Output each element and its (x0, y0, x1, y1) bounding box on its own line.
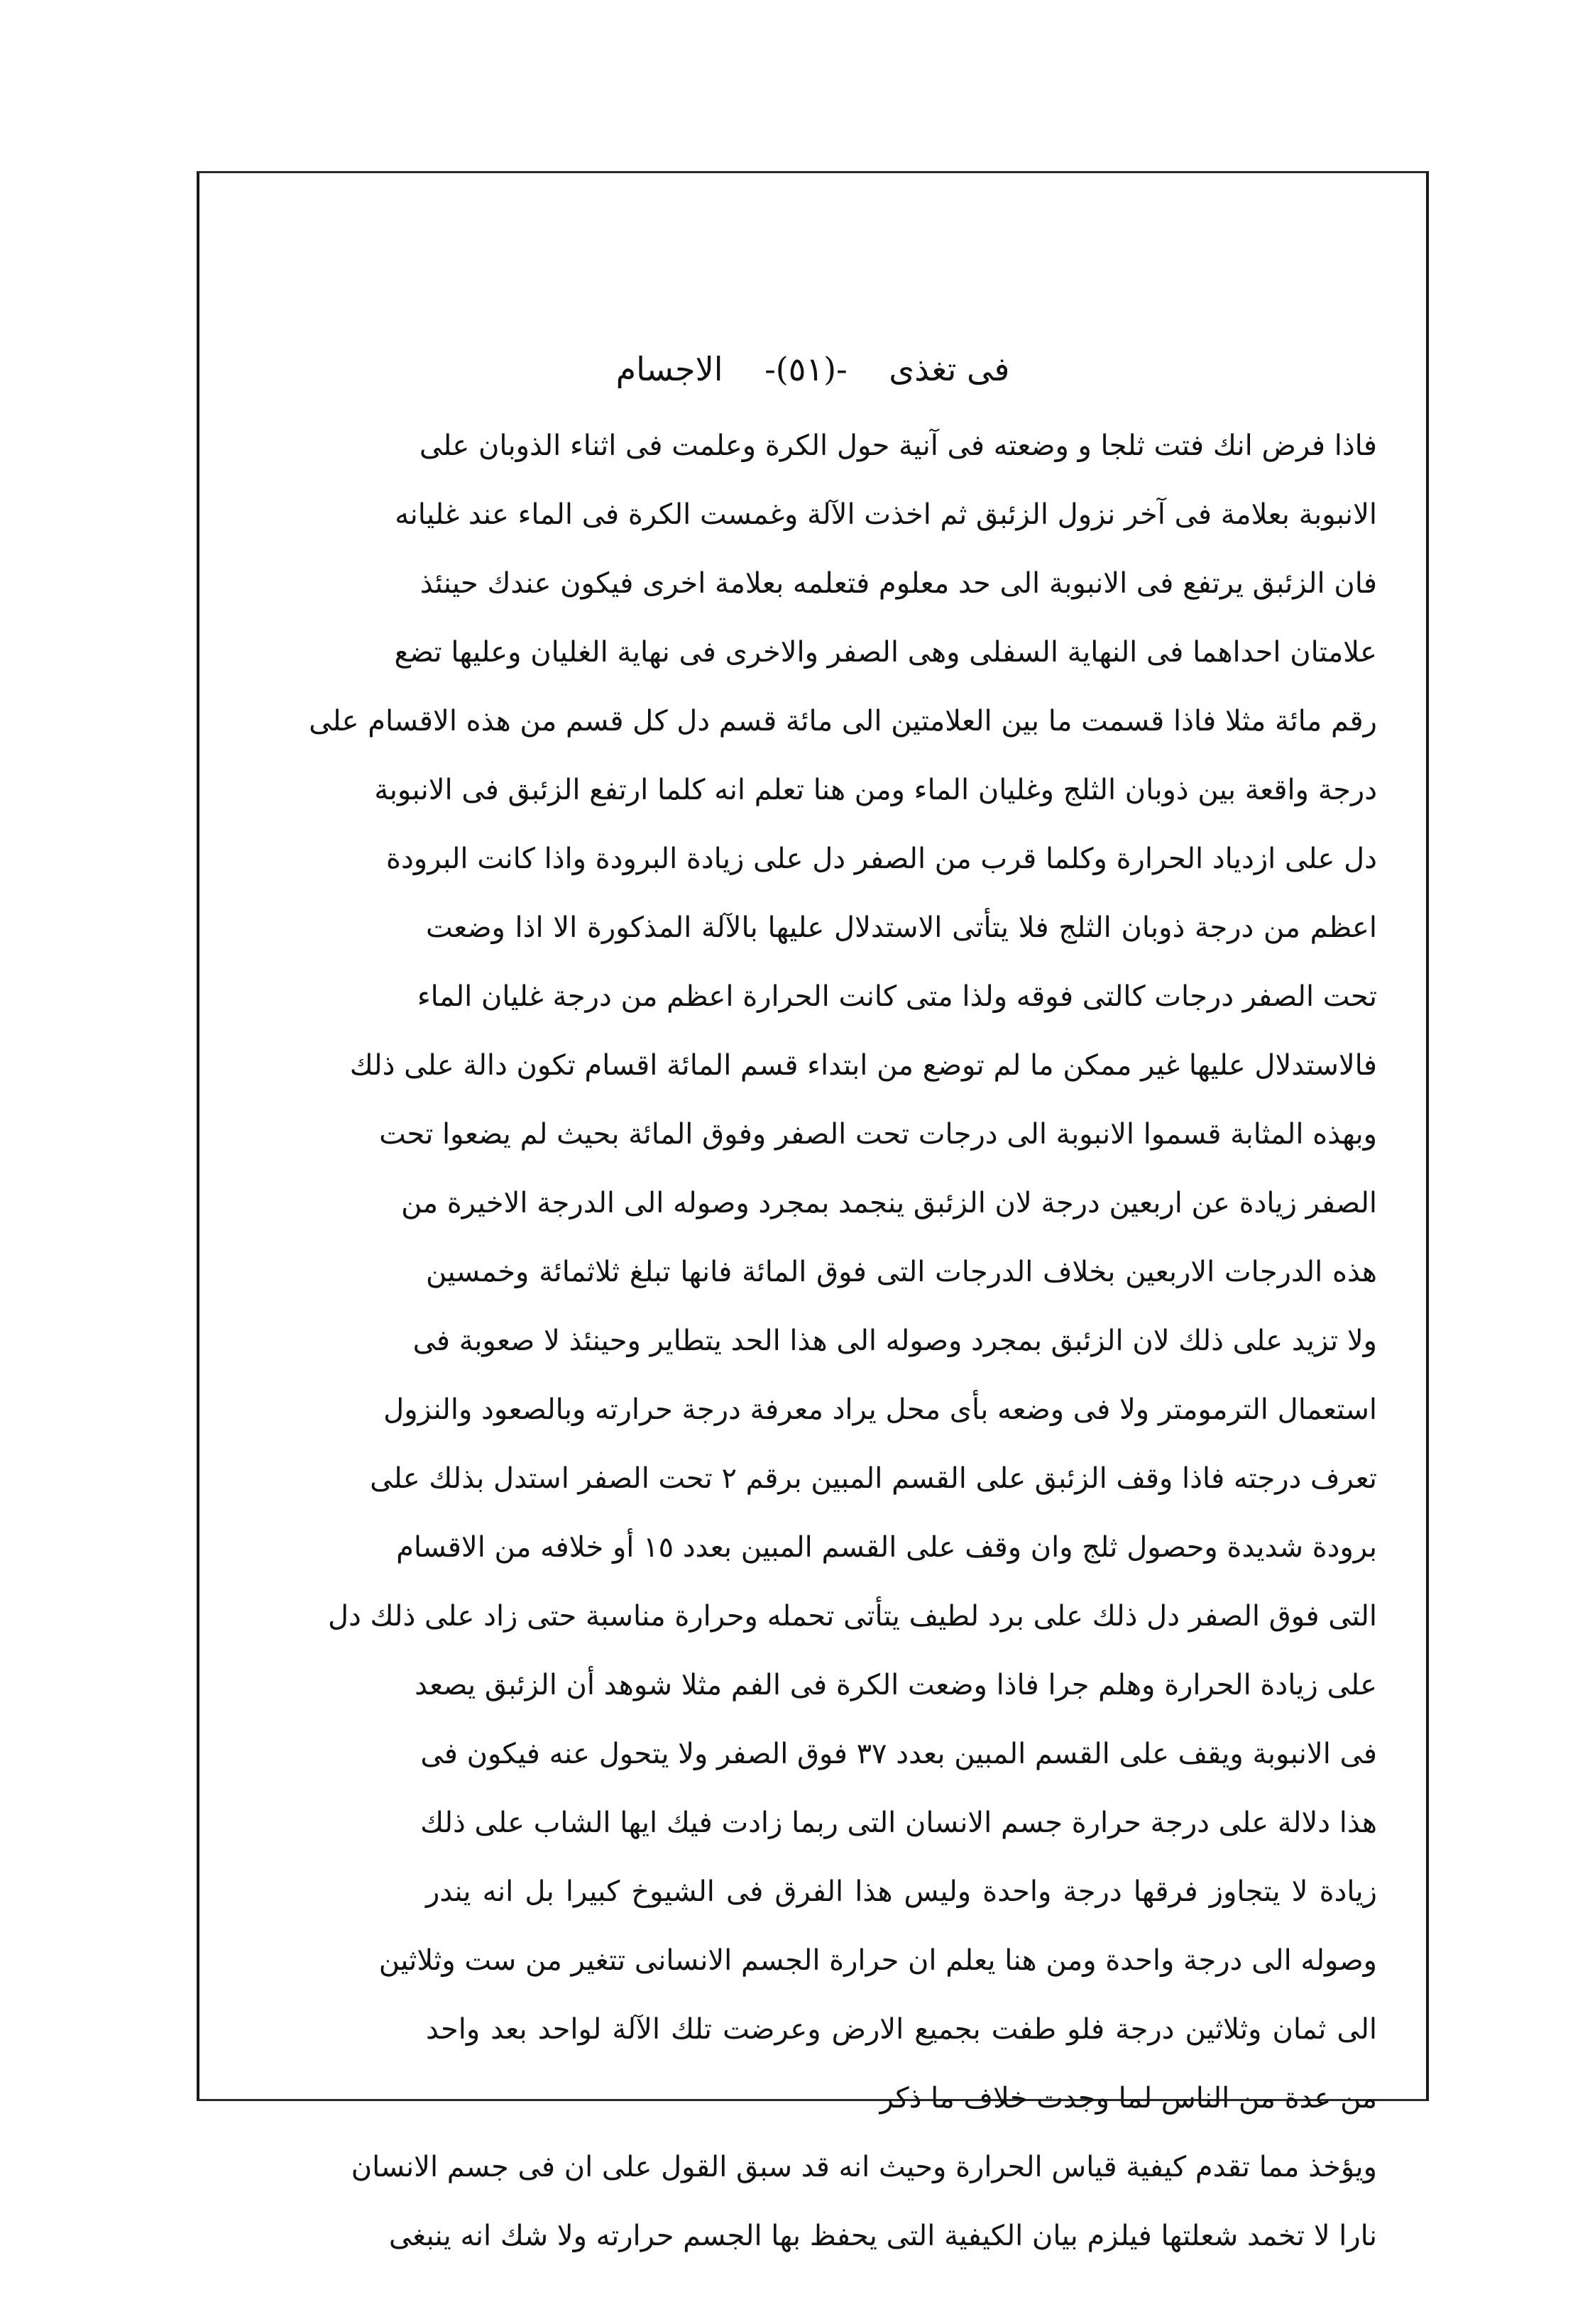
text-line: زيادة لا يتجاوز فرقها درجة واحدة وليس هذا الفرق فى الشيوخ كبيرا بل انه يندر (426, 1875, 1377, 1908)
running-header (197, 337, 1429, 401)
text-line: الى ثمان وثلاثين درجة فلو طفت بجميع الارض وعرضت تلك الآلة لواحد بعد واحد (426, 2013, 1377, 2046)
text-line: من عدة من الناس لما وجدت خلاف ما ذكر (879, 2082, 1377, 2115)
text-line: دل على ازدياد الحرارة وكلما قرب من الصفر دل على زيادة البرودة واذا كانت البرودة (386, 843, 1377, 875)
text-line: على زيادة الحرارة وهلم جرا فاذا وضعت الكرة فى الفم مثلا شوهد أن الزئبق يصعد (415, 1669, 1377, 1701)
text-line: فان الزئبق يرتفع فى الانبوبة الى حد معلوم فتعلمه بعلامة اخرى فيكون عندك حينئذ (420, 567, 1377, 600)
header-right-text: فى تغذى (889, 350, 1010, 388)
text-line: درجة واقعة بين ذوبان الثلج وغليان الماء ومن هنا تعلم انه كلما ارتفع الزئبق فى الانبوبة (374, 774, 1377, 806)
text-line: علامتان احداهما فى النهاية السفلى وهى الصفر والاخرى فى نهاية الغليان وعليها تضع (394, 636, 1377, 669)
text-line: فاذا فرض انك فتت ثلجا و وضعته فى آنية حول الكرة وعلمت فى اثناء الذوبان على (419, 429, 1377, 462)
text-line: الصفر زيادة عن اربعين درجة لان الزئبق ينجمد بمجرد وصوله الى الدرجة الاخيرة من (401, 1187, 1377, 1219)
text-line: هذا دلالة على درجة حرارة جسم الانسان التى ربما زادت فيك ايها الشاب على ذلك (420, 1807, 1377, 1839)
page-number: -(٥١)- (764, 350, 848, 388)
text-line: ولا تزيد على ذلك لان الزئبق بمجرد وصوله الى هذا الحد يتطاير وحينئذ لا صعوبة فى (412, 1325, 1377, 1357)
body-text (309, 412, 1377, 2271)
text-line: الانبوبة بعلامة فى آخر نزول الزئبق ثم اخذت الآلة وغمست الكرة فى الماء عند غليانه (395, 498, 1377, 531)
text-line: وبهذه المثابة قسموا الانبوبة الى درجات تحت الصفر وفوق المائة بحيث لم يضعوا تحت (379, 1118, 1377, 1151)
text-line: هذه الدرجات الاربعين بخلاف الدرجات التى فوق المائة فانها تبلغ ثلاثمائة وخمسين (426, 1256, 1377, 1288)
text-line: التى فوق الصفر دل ذلك على برد لطيف يتأتى تحمله وحرارة مناسبة حتى زاد على ذلك دل (327, 1600, 1377, 1633)
text-line: رقم مائة مثلا فاذا قسمت ما بين العلامتين الى مائة قسم دل كل قسم من هذه الاقسام على (309, 705, 1377, 738)
text-line: استعمال الترمومتر ولا فى وضعه بأى محل يراد معرفة درجة حرارته وبالصعود والنزول (383, 1393, 1377, 1426)
text-line: اعظم من درجة ذوبان الثلج فلا يتأتى الاستدلال عليها بالآلة المذكورة الا اذا وضعت (426, 911, 1377, 944)
header-left-text: الاجسام (615, 350, 723, 388)
text-line: وصوله الى درجة واحدة ومن هنا يعلم ان حرارة الجسم الانسانى تتغير من ست وثلاثين (378, 1944, 1377, 1977)
text-line: نارا لا تخمد شعلتها فيلزم بيان الكيفية التى يحفظ بها الجسم حرارته ولا شك انه ينبغى (388, 2220, 1377, 2252)
text-line: تحت الصفر درجات كالتى فوقه ولذا متى كانت الحرارة اعظم من درجة غليان الماء (417, 980, 1377, 1013)
text-line: ويؤخذ مما تقدم كيفية قياس الحرارة وحيث انه قد سبق القول على ان فى جسم الانسان (351, 2151, 1377, 2183)
text-line: فى الانبوبة ويقف على القسم المبين بعدد ٣٧ فوق الصفر ولا يتحول عنه فيكون فى (420, 1738, 1377, 1770)
text-line: برودة شديدة وحصول ثلج وان وقف على القسم المبين بعدد ١٥ أو خلافه من الاقسام (396, 1531, 1377, 1564)
text-line: تعرف درجته فاذا وقف الزئبق على القسم المبين برقم ٢ تحت الصفر استدل بذلك على (370, 1462, 1377, 1495)
text-line: فالاستدلال عليها غير ممكن ما لم توضع من ابتداء قسم المائة اقسام تكون دالة على ذلك (349, 1049, 1377, 1082)
